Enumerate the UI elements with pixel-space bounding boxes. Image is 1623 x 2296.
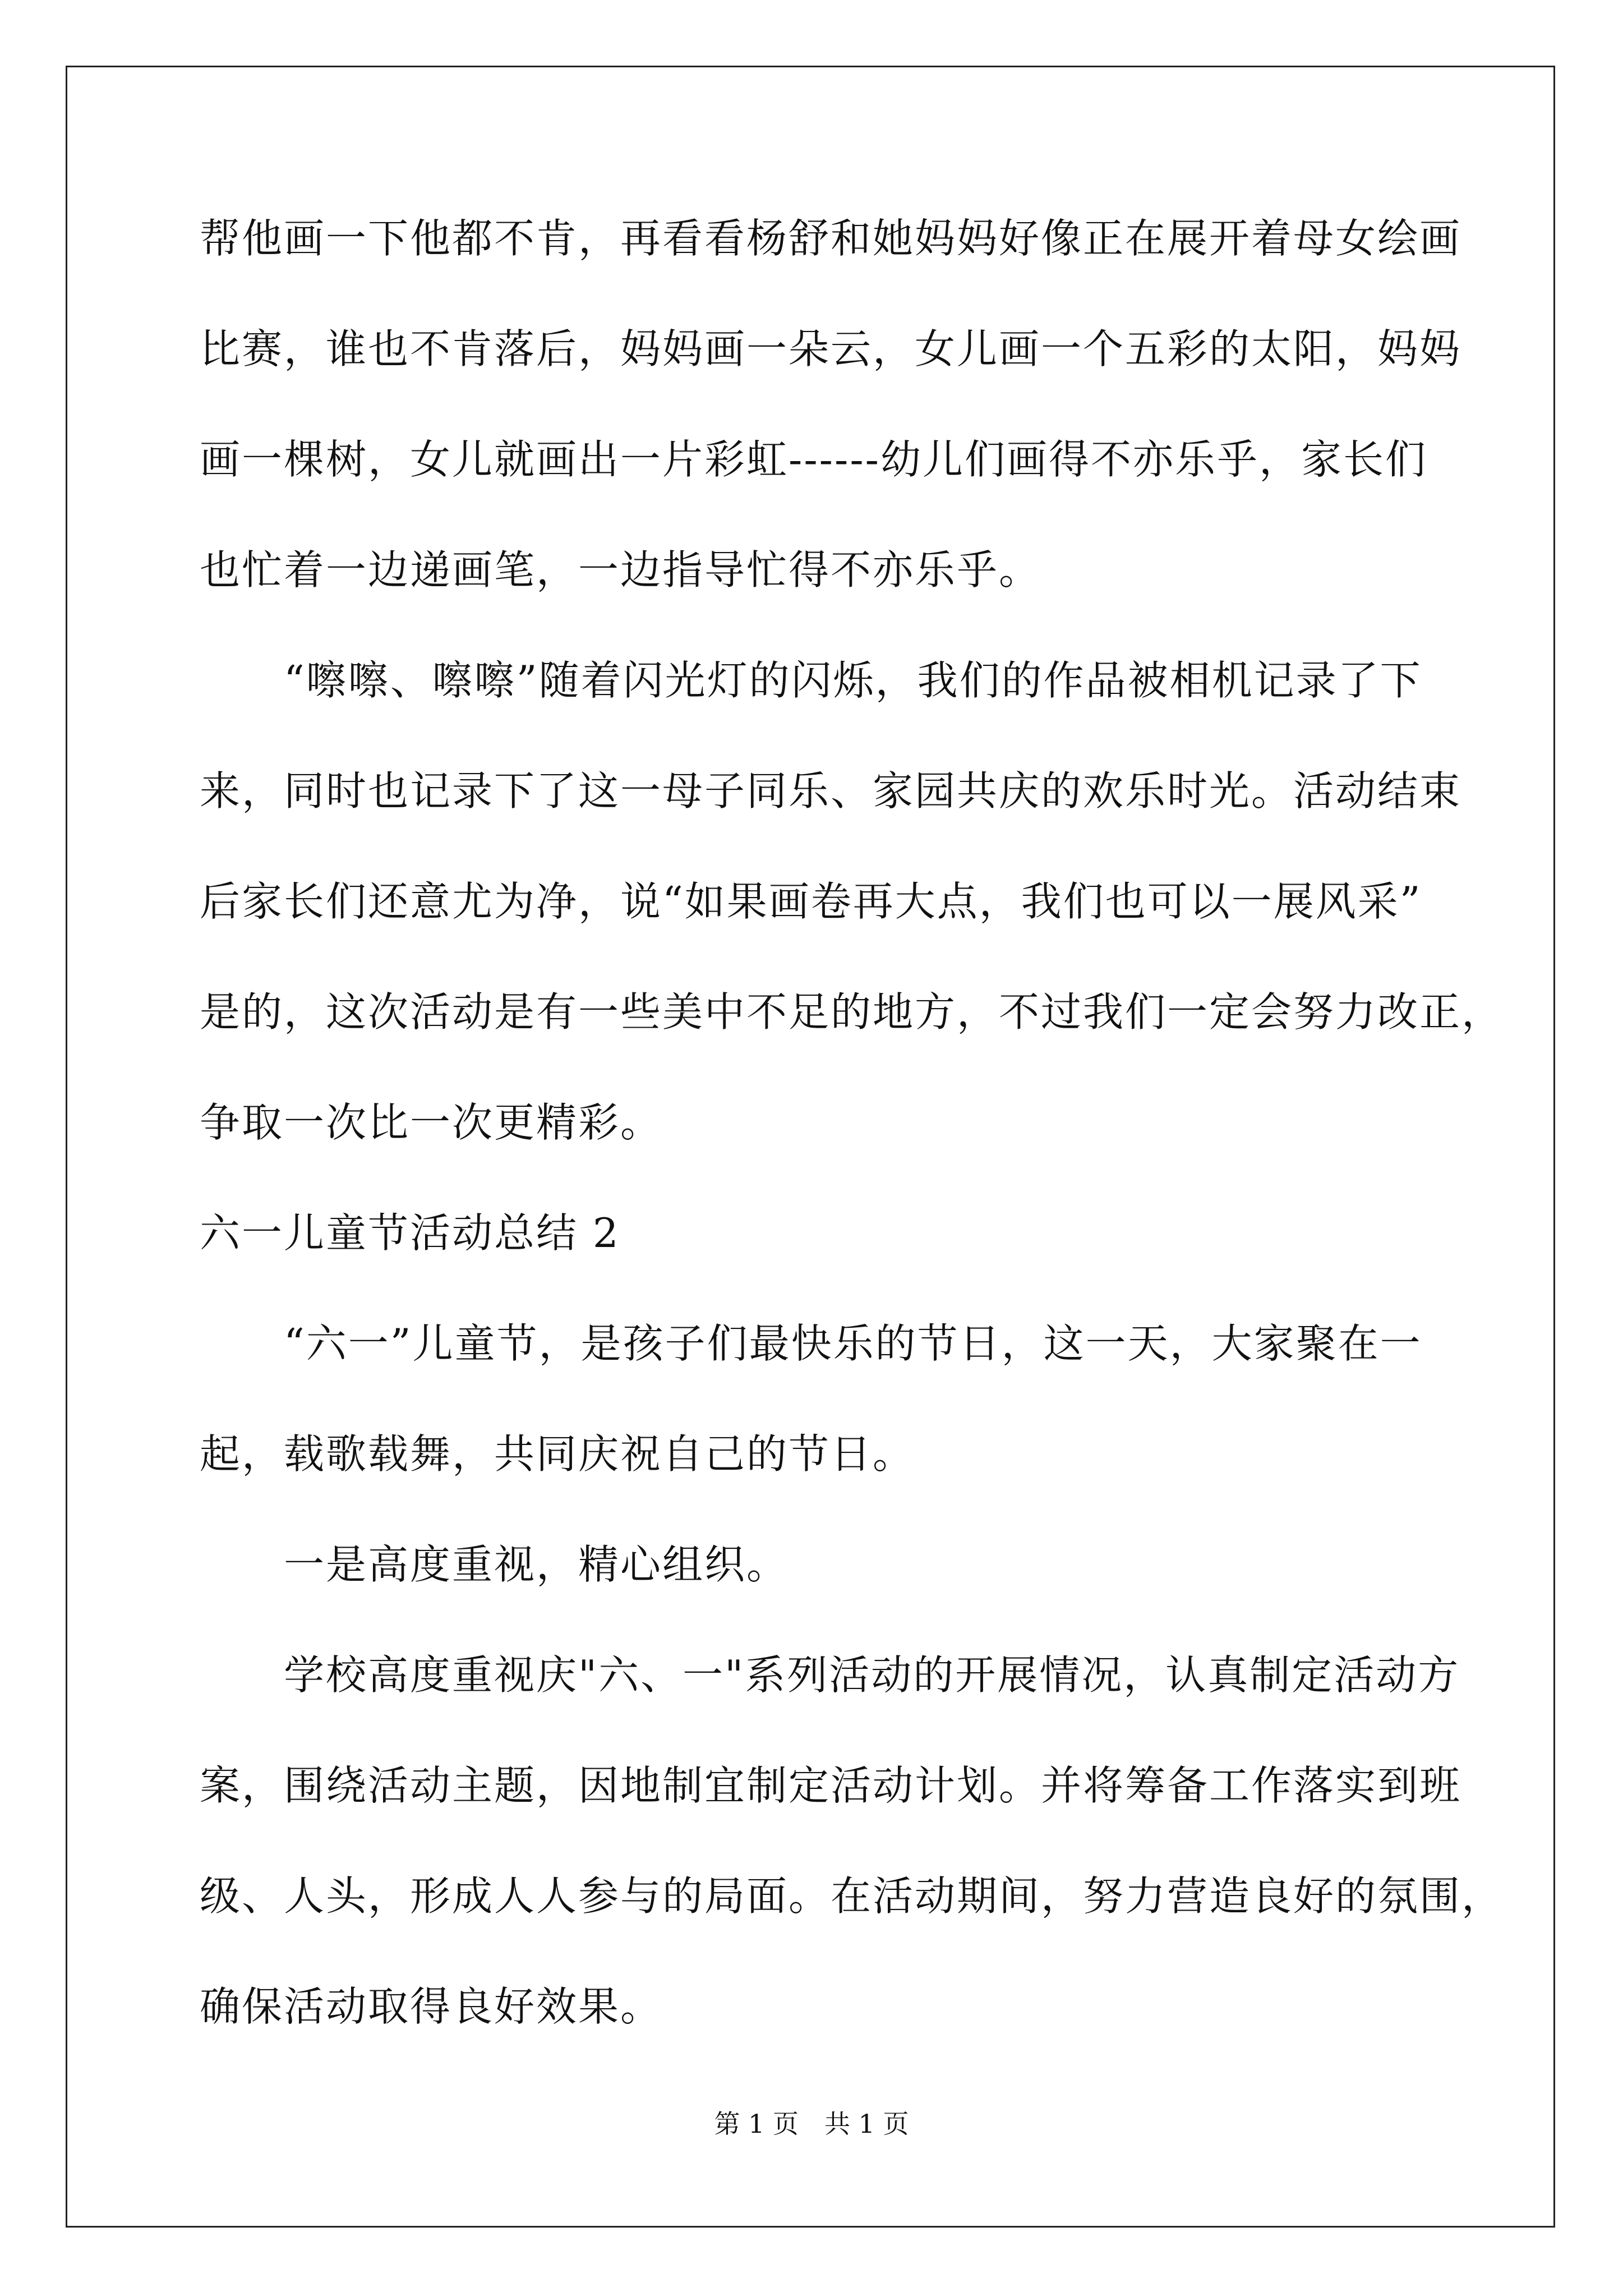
section-heading: 六一儿童节活动总结 2 <box>200 1209 620 1257</box>
paragraph-line: 是的，这次活动是有一些美中不足的地方，不过我们一定会努力改正， <box>200 988 1504 1036</box>
paragraph-line: “嚓嚓、嚓嚓”随着闪光灯的闪烁，我们的作品被相机记录了下 <box>284 657 1422 704</box>
paragraph-line: 画一棵树，女儿就画出一片彩虹------幼儿们画得不亦乐乎，家长们 <box>200 436 1427 483</box>
paragraph-line: 争取一次比一次更精彩。 <box>200 1099 663 1146</box>
page-footer: 第 1 页 共 1 页 <box>714 2109 909 2139</box>
paragraph-line: 帮他画一下他都不肯，再看看杨舒和她妈妈好像正在展开着母女绘画 <box>200 215 1462 262</box>
paragraph-line: 一是高度重视，精心组织。 <box>284 1541 789 1588</box>
paragraph-line: 级、人头，形成人人参与的局面。在活动期间，努力营造良好的氛围， <box>200 1872 1504 1920</box>
paragraph-line: 学校高度重视庆"六、一"系列活动的开展情况，认真制定活动方 <box>284 1651 1460 1699</box>
paragraph-line: 也忙着一边递画笔，一边指导忙得不亦乐乎。 <box>200 546 1041 593</box>
paragraph-line: 确保活动取得良好效果。 <box>200 1983 663 2030</box>
paragraph-line: 比赛，谁也不肯落后，妈妈画一朵云，女儿画一个五彩的太阳，妈妈 <box>200 325 1462 372</box>
paragraph-line: “六一”儿童节，是孩子们最快乐的节日，这一天，大家聚在一 <box>284 1320 1422 1367</box>
paragraph-line: 案，围绕活动主题，因地制宜制定活动计划。并将筹备工作落实到班 <box>200 1762 1462 1809</box>
paragraph-line: 起，载歌载舞，共同庆祝自己的节日。 <box>200 1430 915 1478</box>
paragraph-line: 来，同时也记录下了这一母子同乐、家园共庆的欢乐时光。活动结束 <box>200 767 1462 815</box>
paragraph-line: 后家长们还意尤为净，说“如果画卷再大点，我们也可以一展风采” <box>200 878 1422 925</box>
